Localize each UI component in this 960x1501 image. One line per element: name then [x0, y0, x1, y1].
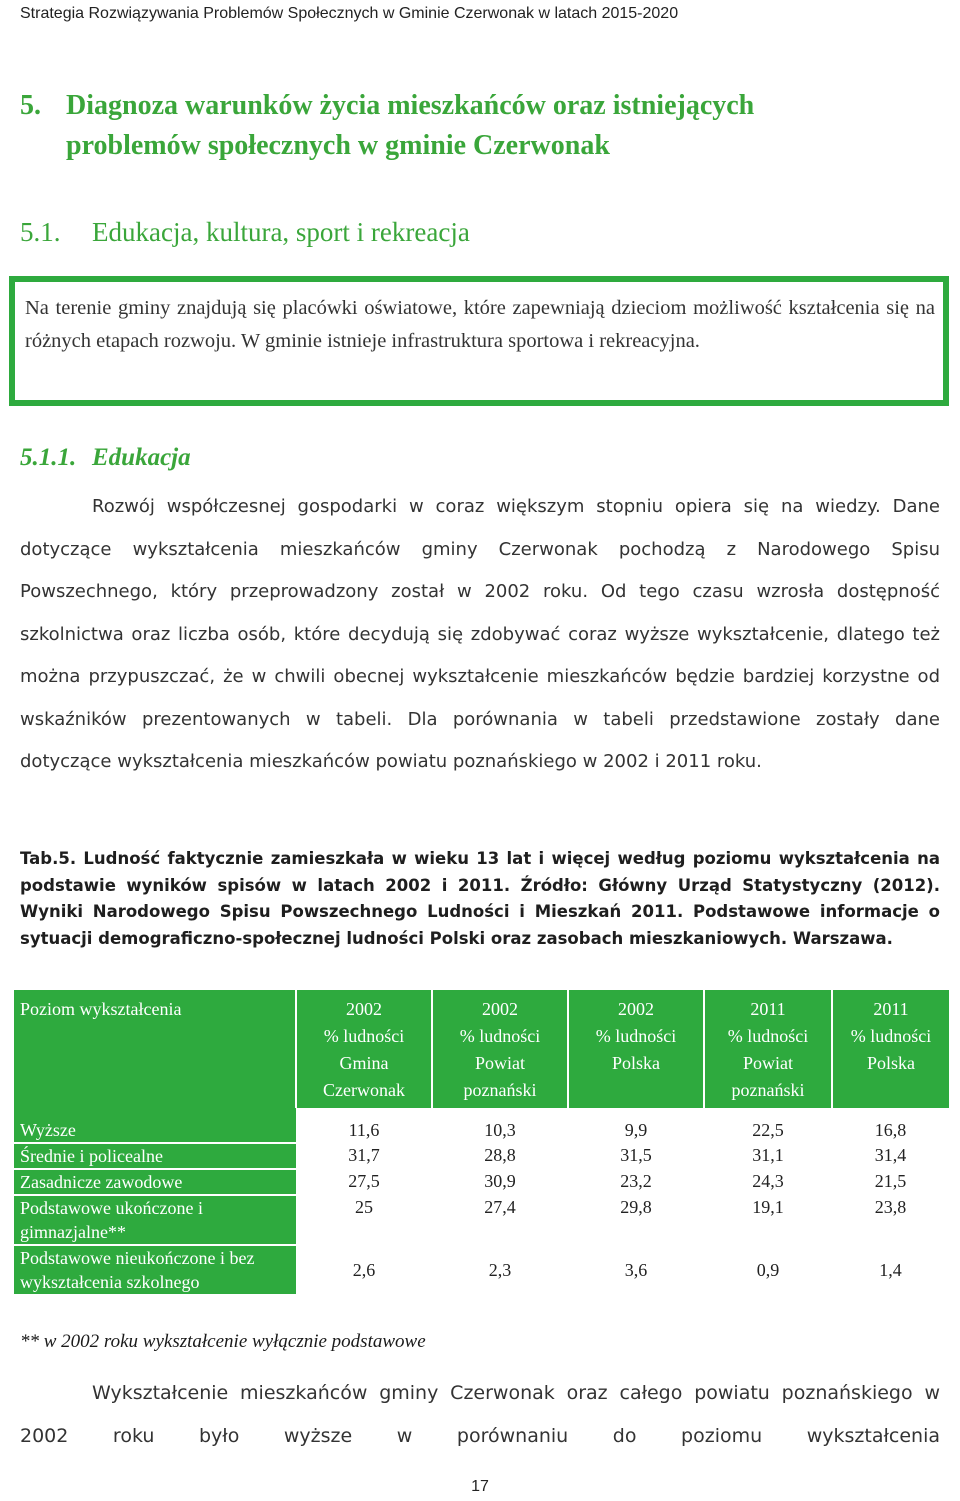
table-row [14, 1169, 949, 1195]
table-cell: 1,4 [832, 1245, 949, 1294]
table-cell: 28,8 [432, 1143, 568, 1169]
body-paragraph: Rozwój współczesnej gospodarki w coraz większym stopniu opiera się na wiedzy. Dane dotyczące wykształcenia mieszkańców gminy Czerwonak pochodzą z Narodowego Spisu Powszechnego, który przeprowadzony został w 2002 roku. Od tego czasu wzrosła dostępność szkolnictwa oraz liczba osób, które decydują się zdobywać coraz wyższe wykształcenie, dlatego też można przypuszczać, że w chwili obecnej wykształcenie mieszkańców będzie bardziej korzystne od wskaźników prezentowanych w tabeli. Dla porównania w tabeli przedstawione zostały dane dotyczące wykształcenia mieszkańców powiatu poznańskiego w 2002 i 2011 roku. [20, 496, 940, 772]
column-header: 2011 % ludności Powiat poznański [704, 990, 832, 1108]
table-cell: 27,5 [296, 1169, 432, 1195]
table-cell: 22,5 [704, 1108, 832, 1143]
table-cell: 23,2 [568, 1169, 704, 1195]
table-cell: 11,6 [296, 1108, 432, 1143]
table-cell: 0,9 [704, 1245, 832, 1294]
row-label: Podstawowe ukończone i gimnazjalne** [14, 1195, 296, 1245]
section-title-line-1: Diagnoza warunków życia mieszkańców oraz istniejących [66, 90, 755, 121]
section-heading [20, 86, 940, 166]
subsubsection-title: Edukacja [92, 444, 191, 471]
table-cell: 21,5 [832, 1169, 949, 1195]
subsubsection-number: 5.1.1. [20, 444, 77, 471]
column-header: 2002 % ludności Gmina Czerwonak [296, 990, 432, 1108]
table-cell: 3,6 [568, 1245, 704, 1294]
table-caption: Tab.5. Ludność faktycznie zamieszkała w wieku 13 lat i więcej według poziomu wykształcenia na podstawie wyników spisów w latach 2002 i 2011. Źródło: Główny Urząd Statystyczny (2012). Wyniki Narodowego Spisu Powszechnego Ludności i Mieszkań 2011. Podstawowe informacje o sytuacji demograficzno-społecznej ludności Polski oraz zasobach mieszkaniowych. Warszawa. [20, 849, 940, 948]
table-cell: 24,3 [704, 1169, 832, 1195]
table-cell: 31,4 [832, 1143, 949, 1169]
row-label: Zasadnicze zawodowe [14, 1169, 296, 1195]
row-label: Wyższe [14, 1108, 296, 1143]
table-cell: 23,8 [832, 1195, 949, 1245]
column-header: 2011 % ludności Polska [832, 990, 949, 1108]
table-cell: 2,6 [296, 1245, 432, 1294]
row-label: Podstawowe nieukończone i bez wykształcenia szkolnego [14, 1245, 296, 1294]
table-cell: 25 [296, 1195, 432, 1245]
table-footnote: ** w 2002 roku wykształcenie wyłącznie podstawowe [20, 1331, 426, 1352]
subsection-number: 5.1. [20, 217, 61, 247]
table-cell: 30,9 [432, 1169, 568, 1195]
table-cell: 29,8 [568, 1195, 704, 1245]
header-education-level: Poziom wykształcenia [14, 990, 296, 1108]
table-row [14, 1108, 949, 1143]
subsection-title: Edukacja, kultura, sport i rekreacja [92, 217, 470, 247]
table-cell: 2,3 [432, 1245, 568, 1294]
table-cell: 19,1 [704, 1195, 832, 1245]
section-title-line-2: problemów społecznych w gminie Czerwonak [66, 130, 610, 161]
column-header: 2002 % ludności Powiat poznański [432, 990, 568, 1108]
running-header: Strategia Rozwiązywania Problemów Społecznych w Gminie Czerwonak w latach 2015-2020 [20, 5, 679, 22]
subsubsection-heading [20, 438, 191, 478]
table-cell: 31,5 [568, 1143, 704, 1169]
table-cell: 27,4 [432, 1195, 568, 1245]
summary-text: Na terenie gminy znajdują się placówki oświatowe, które zapewniają dzieciom możliwość kształcenia się na różnych etapach rozwoju. W gminie istnieje infrastruktura sportowa i rekreacyjna. [25, 297, 935, 352]
closing-paragraph: Wykształcenie mieszkańców gminy Czerwonak oraz całego powiatu poznańskiego w 2002 roku było wyższe w porównaniu do poziomu wykształcenia [20, 1382, 940, 1447]
table-cell: 9,9 [568, 1108, 704, 1143]
table-cell: 31,1 [704, 1143, 832, 1169]
table-cell: 10,3 [432, 1108, 568, 1143]
section-number: 5. [20, 90, 41, 121]
table-row [14, 1195, 949, 1245]
table-cell: 16,8 [832, 1108, 949, 1143]
page-number: 17 [471, 1478, 489, 1495]
column-header: 2002 % ludności Polska [568, 990, 704, 1108]
education-table [14, 990, 949, 1294]
table-cell: 31,7 [296, 1143, 432, 1169]
table-row [14, 1245, 949, 1294]
summary-box [9, 276, 949, 406]
table-header-row [14, 990, 949, 1108]
table-row [14, 1143, 949, 1169]
subsection-heading [20, 212, 470, 252]
row-label: Średnie i policealne [14, 1143, 296, 1169]
